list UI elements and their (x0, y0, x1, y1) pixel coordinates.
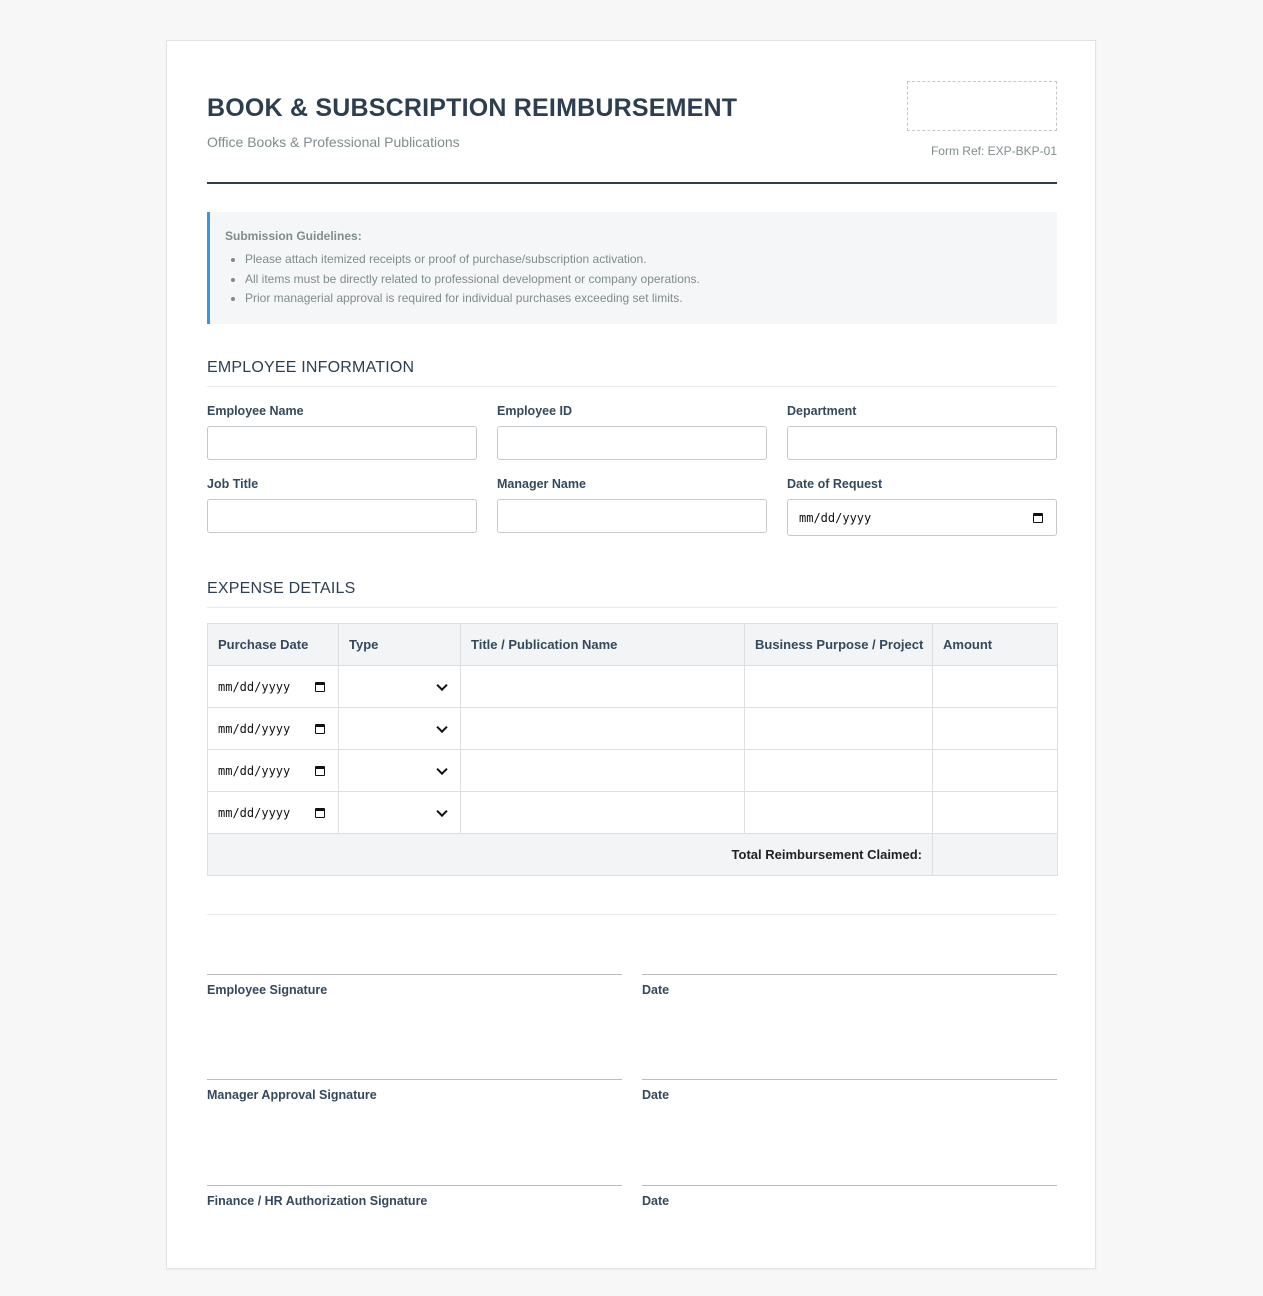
department-field (787, 404, 1057, 460)
column-header-title: Title / Publication Name (461, 624, 745, 666)
column-header-amount: Amount (933, 624, 1058, 666)
purchase-date-input[interactable] (208, 750, 339, 792)
date-of-request-input[interactable] (787, 499, 1057, 536)
column-header-business-purpose: Business Purpose / Project (745, 624, 933, 666)
business-purpose-input[interactable] (745, 792, 933, 834)
manager-name-field (497, 477, 767, 533)
type-select[interactable] (339, 792, 461, 834)
manager-date-line[interactable] (642, 1079, 1057, 1103)
date-placeholder: mm/dd/yyyy (799, 510, 872, 525)
title-input[interactable] (461, 666, 745, 708)
finance-signature-line[interactable] (207, 1185, 622, 1209)
employee-date-label: Date (642, 983, 670, 997)
expense-table (207, 623, 1058, 876)
column-header-type: Type (339, 624, 461, 666)
finance-signature-label: Finance / HR Authorization Signature (207, 1194, 428, 1208)
form-title: BOOK & SUBSCRIPTION REIMBURSEMENT (207, 94, 738, 122)
employee-name-field (207, 404, 477, 460)
submission-guidelines (207, 212, 1057, 324)
job-title-field (207, 477, 477, 533)
date-placeholder: mm/dd/yyyy (218, 721, 291, 736)
chevron-down-icon (436, 763, 447, 774)
date-of-request-label: Date of Request (787, 477, 883, 491)
date-placeholder: mm/dd/yyyy (218, 679, 291, 694)
manager-date-label: Date (642, 1088, 670, 1102)
calendar-icon[interactable] (315, 724, 325, 734)
title-input[interactable] (461, 750, 745, 792)
total-label: Total Reimbursement Claimed: (208, 834, 933, 876)
title-input[interactable] (461, 708, 745, 750)
total-row (208, 834, 1058, 876)
purchase-date-input[interactable] (208, 666, 339, 708)
business-purpose-input[interactable] (745, 708, 933, 750)
employee-id-field (497, 404, 767, 460)
chevron-down-icon (436, 805, 447, 816)
purchase-date-input[interactable] (208, 708, 339, 750)
type-select[interactable] (339, 750, 461, 792)
employee-section-title: EMPLOYEE INFORMATION (207, 358, 1057, 387)
table-header-row (208, 624, 1058, 666)
finance-date-line[interactable] (642, 1185, 1057, 1209)
business-purpose-input[interactable] (745, 666, 933, 708)
section-divider (207, 914, 1057, 915)
title-input[interactable] (461, 792, 745, 834)
date-placeholder: mm/dd/yyyy (218, 763, 291, 778)
job-title-label: Job Title (207, 477, 259, 491)
column-header-purchase-date: Purchase Date (208, 624, 339, 666)
job-title-input[interactable] (207, 499, 477, 533)
calendar-icon[interactable] (315, 766, 325, 776)
guideline-item: • Prior managerial approval is required for individual purchases exceeding set limits. (245, 289, 1057, 309)
manager-name-input[interactable] (497, 499, 767, 533)
employee-date-line[interactable] (642, 974, 1057, 998)
expense-section-title: EXPENSE DETAILS (207, 579, 1057, 608)
form-header (207, 41, 1057, 184)
form-reference: Form Ref: EXP-BKP-01 (930, 144, 1057, 158)
amount-input[interactable] (933, 792, 1058, 834)
form-subtitle: Office Books & Professional Publications (207, 134, 460, 150)
date-placeholder: mm/dd/yyyy (218, 805, 291, 820)
guidelines-list (225, 250, 1057, 309)
purchase-date-input[interactable] (208, 792, 339, 834)
date-of-request-field (787, 477, 1057, 536)
form-content (207, 41, 1057, 1208)
form-page (166, 40, 1096, 1269)
employee-id-label: Employee ID (497, 404, 573, 418)
table-row (208, 708, 1058, 750)
table-row (208, 750, 1058, 792)
finance-date-label: Date (642, 1194, 670, 1208)
department-label: Department (787, 404, 857, 418)
guideline-item: • Please attach itemized receipts or proof of purchase/subscription activation. (245, 250, 1057, 270)
chevron-down-icon (436, 721, 447, 732)
employee-name-input[interactable] (207, 426, 477, 460)
type-select[interactable] (339, 666, 461, 708)
manager-signature-label: Manager Approval Signature (207, 1088, 377, 1102)
calendar-icon[interactable] (315, 682, 325, 692)
calendar-icon[interactable] (1033, 513, 1043, 523)
business-purpose-input[interactable] (745, 750, 933, 792)
employee-signature-line[interactable] (207, 974, 622, 998)
amount-input[interactable] (933, 708, 1058, 750)
calendar-icon[interactable] (315, 808, 325, 818)
employee-name-label: Employee Name (207, 404, 304, 418)
table-row (208, 666, 1058, 708)
guideline-item: • All items must be directly related to professional development or company operations. (245, 270, 1057, 290)
guidelines-title: Submission Guidelines: (225, 229, 362, 243)
amount-input[interactable] (933, 750, 1058, 792)
amount-input[interactable] (933, 666, 1058, 708)
chevron-down-icon (436, 679, 447, 690)
type-select[interactable] (339, 708, 461, 750)
department-input[interactable] (787, 426, 1057, 460)
manager-name-label: Manager Name (497, 477, 586, 491)
total-amount-input[interactable] (933, 834, 1058, 876)
employee-id-input[interactable] (497, 426, 767, 460)
table-row (208, 792, 1058, 834)
employee-signature-label: Employee Signature (207, 983, 328, 997)
logo-placeholder (907, 81, 1057, 131)
manager-signature-line[interactable] (207, 1079, 622, 1103)
